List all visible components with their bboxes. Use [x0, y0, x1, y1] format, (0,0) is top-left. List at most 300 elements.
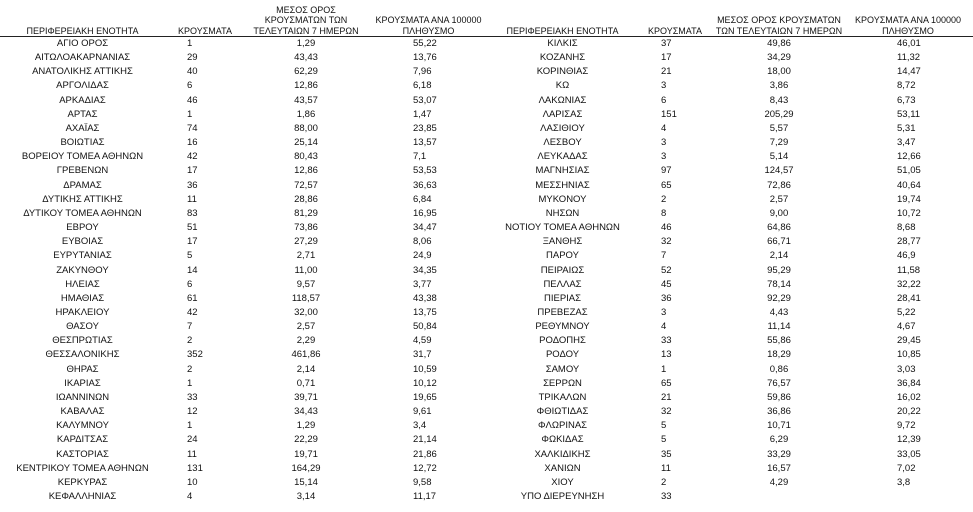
avg7-cell: 18,29	[767, 349, 791, 361]
table-row	[490, 122, 973, 136]
avg7-cell: 32,00	[294, 306, 318, 318]
avg7-cell: 10,71	[767, 420, 791, 432]
per100k-cell: 29,45	[897, 335, 921, 347]
avg7-cell: 78,14	[767, 278, 791, 290]
avg7-cell: 8,43	[769, 94, 789, 106]
avg7-cell: 19,71	[294, 448, 318, 460]
cases-cell: 1	[187, 38, 193, 49]
cases-cell: 3	[661, 80, 667, 92]
table-row	[0, 136, 490, 150]
cases-cell: 33	[187, 391, 198, 403]
table-row	[0, 306, 490, 320]
table-row	[0, 94, 490, 108]
region-cell: ΣΕΡΡΩΝ	[543, 377, 582, 389]
region-cell: ΜΑΓΝΗΣΙΑΣ	[535, 165, 590, 177]
per100k-cell: 33,05	[897, 448, 921, 460]
region-cell: ΔΡΑΜΑΣ	[63, 179, 102, 191]
region-cell: ΣΑΜΟΥ	[545, 363, 580, 375]
cases-cell: 2	[661, 193, 667, 205]
cases-cell: 2	[187, 335, 193, 347]
table-row	[490, 51, 973, 65]
cases-cell: 16	[187, 137, 198, 149]
cases-cell: 2	[187, 363, 193, 375]
avg7-cell: 1,29	[296, 38, 316, 49]
table-row	[0, 235, 490, 249]
table-row	[490, 94, 973, 108]
table-header-row	[0, 0, 490, 37]
per100k-header: ΚΡΟΥΣΜΑΤΑ ΑΝΑ 100000 ΠΛΗΘΥΣΜΟ	[367, 0, 490, 37]
cases-cell: 21	[661, 391, 672, 403]
avg7-cell: 5,57	[769, 122, 789, 134]
cases-cell: 40	[187, 66, 198, 78]
region-cell: ΑΙΤΩΛΟΑΚΑΡΝΑΝΙΑΣ	[34, 52, 131, 64]
table-row	[0, 490, 490, 504]
per100k-cell: 50,84	[413, 321, 437, 333]
per100k-cell: 3,77	[413, 278, 432, 290]
cases-cell: 46	[187, 94, 198, 106]
cases-header: ΚΡΟΥΣΜΑΤΑ	[635, 0, 715, 37]
avg7-cell: 9,00	[769, 207, 789, 219]
table-body-left	[0, 37, 490, 505]
per100k-cell: 8,06	[413, 236, 432, 248]
region-cell: ΚΩ	[555, 80, 570, 92]
per100k-cell: 24,9	[413, 250, 432, 262]
cases-cell: 1	[187, 108, 193, 120]
cases-cell: 46	[661, 222, 672, 234]
cases-cell: 151	[661, 108, 677, 120]
table-row	[490, 65, 973, 79]
avg7-header: ΜΕΣΟΣ ΟΡΟΣ ΚΡΟΥΣΜΑΤΩΝ ΤΩΝ ΤΕΛΕΥΤΑΙΩΝ 7 ΗΜΕΡΩΝ	[245, 0, 367, 37]
table-row	[490, 235, 973, 249]
region-cell: ΚΑΣΤΟΡΙΑΣ	[56, 448, 109, 460]
cases-cell: 42	[187, 306, 198, 318]
region-cell: ΠΡΕΒΕΖΑΣ	[537, 306, 588, 318]
avg7-cell: 12,86	[294, 80, 318, 92]
avg7-cell: 15,14	[294, 476, 318, 488]
avg7-cell: 2,29	[296, 335, 316, 347]
region-cell: ΠΙΕΡΙΑΣ	[543, 292, 582, 304]
per100k-cell: 51,05	[897, 165, 921, 177]
region-cell: ΝΗΣΩΝ	[545, 207, 580, 219]
table-row	[490, 37, 973, 52]
cases-cell: 3	[661, 306, 667, 318]
cases-cell: 5	[187, 250, 193, 262]
per100k-cell: 10,72	[897, 207, 921, 219]
region-cell: ΚΑΒΑΛΑΣ	[60, 406, 105, 418]
table-row	[490, 264, 973, 278]
avg7-cell: 59,86	[767, 391, 791, 403]
region-cell: ΒΟΡΕΙΟΥ ΤΟΜΕΑ ΑΘΗΝΩΝ	[21, 151, 144, 163]
per100k-cell: 3,4	[413, 420, 427, 432]
left-table-section	[0, 0, 490, 504]
table-row	[0, 419, 490, 433]
table-row	[490, 108, 973, 122]
per100k-cell: 28,41	[897, 292, 921, 304]
cases-cell: 2	[661, 476, 667, 488]
per100k-cell: 14,47	[897, 66, 921, 78]
per100k-cell: 10,59	[413, 363, 437, 375]
table-row	[490, 448, 973, 462]
per100k-cell: 12,72	[413, 462, 437, 474]
avg7-cell: 95,29	[767, 264, 791, 276]
table-row	[490, 334, 973, 348]
table-row	[0, 79, 490, 93]
cases-cell: 33	[661, 335, 672, 347]
per100k-cell: 16,95	[413, 207, 437, 219]
table-row	[490, 278, 973, 292]
per100k-cell: 40,64	[897, 179, 921, 191]
avg7-cell: 43,57	[294, 94, 318, 106]
region-cell: ΕΥΒΟΙΑΣ	[61, 236, 104, 248]
region-cell: ΚΕΡΚΥΡΑΣ	[57, 476, 108, 488]
table-row	[490, 79, 973, 93]
avg7-cell: 12,86	[294, 165, 318, 177]
region-cell: ΠΕΙΡΑΙΩΣ	[540, 264, 585, 276]
per100k-cell: 6,18	[413, 80, 432, 92]
table-row	[490, 193, 973, 207]
avg7-cell: 205,29	[764, 108, 794, 120]
table-row	[490, 476, 973, 490]
table-row	[0, 462, 490, 476]
per100k-cell: 32,22	[897, 278, 921, 290]
region-cell: ΑΡΓΟΛΙΔΑΣ	[56, 80, 109, 92]
per100k-cell: 9,61	[413, 406, 432, 418]
avg7-cell: 39,71	[294, 391, 318, 403]
per100k-cell: 55,22	[413, 38, 437, 49]
region-cell: ΗΜΑΘΙΑΣ	[60, 292, 105, 304]
cases-cell: 17	[661, 52, 672, 64]
avg7-cell: 18,00	[767, 66, 791, 78]
avg7-cell: 92,29	[767, 292, 791, 304]
cases-cell: 32	[661, 406, 672, 418]
avg7-cell: 27,29	[294, 236, 318, 248]
region-cell: ΞΑΝΘΗΣ	[542, 236, 583, 248]
region-cell: ΤΡΙΚΑΛΩΝ	[538, 391, 587, 403]
per100k-cell: 8,68	[897, 222, 916, 234]
table-row	[0, 320, 490, 334]
cases-cell: 29	[187, 52, 198, 64]
per100k-cell: 11,32	[897, 52, 921, 64]
avg7-cell: 0,86	[769, 363, 789, 375]
region-cell: ΚΟΡΙΝΘΙΑΣ	[536, 66, 589, 78]
region-cell: ΦΛΩΡΙΝΑΣ	[537, 420, 588, 432]
avg7-cell: 72,57	[294, 179, 318, 191]
region-cell: ΦΩΚΙΔΑΣ	[541, 434, 584, 446]
region-cell: ΗΛΕΙΑΣ	[65, 278, 100, 290]
cases-cell: 352	[187, 349, 203, 361]
region-header: ΠΕΡΙΦΕΡΕΙΑΚΗ ΕΝΟΤΗΤΑ	[0, 0, 165, 37]
region-cell: ΜΕΣΣΗΝΙΑΣ	[535, 179, 590, 191]
per100k-cell: 19,74	[897, 193, 921, 205]
region-cell: ΗΡΑΚΛΕΙΟΥ	[55, 306, 110, 318]
table-row	[490, 136, 973, 150]
cases-cell: 32	[661, 236, 672, 248]
per100k-cell: 1,47	[413, 108, 432, 120]
per100k-cell: 53,53	[413, 165, 437, 177]
region-cell: ΘΗΡΑΣ	[66, 363, 99, 375]
avg7-cell: 81,29	[294, 207, 318, 219]
per100k-cell: 12,66	[897, 151, 921, 163]
per100k-cell: 9,58	[413, 476, 432, 488]
cases-cell: 3	[661, 151, 667, 163]
avg7-cell: 2,57	[296, 321, 316, 333]
table-row	[0, 278, 490, 292]
table-row	[490, 490, 973, 504]
avg7-cell: 164,29	[291, 462, 321, 474]
per100k-cell: 34,35	[413, 264, 437, 276]
cases-cell: 4	[661, 321, 667, 333]
cases-cell: 8	[661, 207, 667, 219]
cases-cell: 11	[661, 462, 671, 474]
region-cell: ΚΕΦΑΛΛΗΝΙΑΣ	[48, 491, 117, 502]
avg7-cell: 55,86	[767, 335, 791, 347]
cases-cell: 4	[187, 491, 193, 502]
per100k-cell: 21,14	[413, 434, 437, 446]
avg7-cell: 4,43	[769, 306, 789, 318]
region-cell: ΕΥΡΥΤΑΝΙΑΣ	[53, 250, 112, 262]
region-cell: ΕΒΡΟΥ	[66, 222, 99, 234]
avg7-cell: 1,29	[296, 420, 316, 432]
per100k-cell: 46,01	[897, 38, 921, 49]
cases-cell: 36	[187, 179, 198, 191]
table-row	[490, 292, 973, 306]
table-row	[490, 391, 973, 405]
table-row	[0, 363, 490, 377]
avg7-cell: 6,29	[769, 434, 789, 446]
avg7-cell: 2,57	[769, 193, 789, 205]
table-row	[0, 179, 490, 193]
cases-cell: 61	[187, 292, 198, 304]
table-row	[490, 363, 973, 377]
region-cell: ΥΠΟ ΔΙΕΡΕΥΝΗΣΗ	[520, 491, 605, 502]
cases-cell: 131	[187, 462, 203, 474]
table-row	[490, 348, 973, 362]
table-row	[490, 150, 973, 164]
cases-cell: 13	[661, 349, 672, 361]
cases-cell: 36	[661, 292, 672, 304]
region-cell: ΛΑΣΙΘΙΟΥ	[540, 122, 585, 134]
avg7-cell: 64,86	[767, 222, 791, 234]
table-row	[0, 334, 490, 348]
cases-table-left	[0, 0, 490, 504]
per100k-cell: 43,38	[413, 292, 437, 304]
per100k-cell: 19,65	[413, 391, 437, 403]
per100k-cell: 53,11	[897, 108, 921, 120]
table-row	[0, 65, 490, 79]
per100k-cell: 6,73	[897, 94, 916, 106]
avg7-cell: 43,43	[294, 52, 318, 64]
region-cell: ΡΕΘΥΜΝΟΥ	[535, 321, 590, 333]
avg7-cell	[715, 490, 843, 504]
region-cell: ΙΩΑΝΝΙΝΩΝ	[55, 391, 110, 403]
avg7-cell: 36,86	[767, 406, 791, 418]
region-cell: ΛΑΚΩΝΙΑΣ	[538, 94, 587, 106]
cases-cell: 17	[187, 165, 198, 177]
avg7-cell: 66,71	[767, 236, 791, 248]
per100k-cell: 7,02	[897, 462, 916, 474]
region-cell: ΖΑΚΥΝΘΟΥ	[56, 264, 109, 276]
per100k-cell: 5,22	[897, 306, 916, 318]
region-cell: ΔΥΤΙΚΟΥ ΤΟΜΕΑ ΑΘΗΝΩΝ	[23, 207, 142, 219]
cases-cell: 42	[187, 151, 198, 163]
cases-table-right	[490, 0, 973, 504]
avg7-cell: 0,71	[296, 377, 316, 389]
table-row	[0, 433, 490, 447]
table-row	[490, 306, 973, 320]
avg7-cell: 16,57	[767, 462, 791, 474]
table-row	[0, 292, 490, 306]
cases-cell: 51	[187, 222, 198, 234]
cases-cell: 37	[661, 38, 672, 49]
avg7-cell: 28,86	[294, 193, 318, 205]
per100k-cell: 13,75	[413, 306, 437, 318]
region-cell: ΑΡΤΑΣ	[67, 108, 98, 120]
region-cell: ΚΕΝΤΡΙΚΟΥ ΤΟΜΕΑ ΑΘΗΝΩΝ	[16, 462, 149, 474]
per100k-cell: 7,1	[413, 151, 427, 163]
avg7-cell: 1,86	[296, 108, 316, 120]
table-row	[0, 207, 490, 221]
avg7-cell: 76,57	[767, 377, 791, 389]
table-row	[0, 405, 490, 419]
avg7-cell: 72,86	[767, 179, 791, 191]
table-row	[0, 108, 490, 122]
avg7-cell: 3,86	[769, 80, 789, 92]
avg7-cell: 3,14	[296, 491, 316, 502]
region-cell: ΜΥΚΟΝΟΥ	[538, 193, 587, 205]
region-cell: ΘΕΣΠΡΩΤΙΑΣ	[52, 335, 113, 347]
per100k-cell: 21,86	[413, 448, 437, 460]
avg7-cell: 88,00	[294, 122, 318, 134]
region-cell: ΛΕΣΒΟΥ	[543, 137, 582, 149]
table-row	[0, 264, 490, 278]
region-cell: ΧΑΛΚΙΔΙΚΗΣ	[534, 448, 591, 460]
per100k-cell: 11,17	[413, 491, 437, 502]
region-cell: ΚΟΖΑΝΗΣ	[539, 52, 586, 64]
table-row	[0, 249, 490, 263]
region-cell: ΙΚΑΡΙΑΣ	[64, 377, 101, 389]
region-cell: ΧΙΟΥ	[551, 476, 574, 488]
avg7-cell: 11,00	[294, 264, 318, 276]
table-row	[490, 462, 973, 476]
cases-cell: 35	[661, 448, 672, 460]
per100k-cell: 11,58	[897, 264, 921, 276]
cases-cell: 21	[661, 66, 672, 78]
per100k-cell: 8,72	[897, 80, 916, 92]
region-cell: ΚΙΛΚΙΣ	[547, 38, 578, 49]
avg7-cell: 461,86	[291, 349, 321, 361]
cases-cell: 24	[187, 434, 198, 446]
per100k-cell: 3,47	[897, 137, 916, 149]
per100k-cell: 7,96	[413, 66, 432, 78]
cases-cell: 11	[187, 448, 197, 460]
avg7-cell: 7,29	[769, 137, 789, 149]
avg7-cell: 2,14	[769, 250, 789, 262]
table-row	[0, 377, 490, 391]
region-cell: ΛΕΥΚΑΔΑΣ	[537, 151, 588, 163]
table-row	[490, 249, 973, 263]
cases-cell: 11	[187, 193, 197, 205]
avg7-cell: 34,29	[767, 52, 791, 64]
table-row	[0, 37, 490, 52]
per100k-cell: 10,12	[413, 377, 437, 389]
table-row	[490, 179, 973, 193]
cases-header: ΚΡΟΥΣΜΑΤΑ	[165, 0, 245, 37]
cases-cell: 14	[187, 264, 198, 276]
table-row	[0, 150, 490, 164]
table-row	[0, 122, 490, 136]
region-cell: ΦΘΙΩΤΙΔΑΣ	[536, 406, 589, 418]
table-row	[0, 193, 490, 207]
region-cell: ΧΑΝΙΩΝ	[544, 462, 581, 474]
region-cell: ΡΟΔΟΠΗΣ	[539, 335, 586, 347]
avg7-cell: 33,29	[767, 448, 791, 460]
avg7-cell: 49,86	[767, 38, 791, 49]
cases-cell: 65	[661, 179, 672, 191]
region-cell: ΡΟΔΟΥ	[545, 349, 580, 361]
table-row	[0, 448, 490, 462]
per100k-cell: 10,85	[897, 349, 921, 361]
per100k-cell: 13,57	[413, 137, 437, 149]
per100k-cell: 13,76	[413, 52, 437, 64]
table-row	[0, 51, 490, 65]
avg7-cell: 34,43	[294, 406, 318, 418]
cases-cell: 1	[187, 420, 193, 432]
table-row	[490, 320, 973, 334]
table-row	[0, 164, 490, 178]
region-header: ΠΕΡΙΦΕΡΕΙΑΚΗ ΕΝΟΤΗΤΑ	[490, 0, 635, 37]
cases-cell: 65	[661, 377, 672, 389]
avg7-cell: 73,86	[294, 222, 318, 234]
table-row	[490, 164, 973, 178]
table-row	[0, 221, 490, 235]
avg7-cell: 2,14	[296, 363, 316, 375]
avg7-cell: 118,57	[291, 292, 321, 304]
per100k-cell: 20,22	[897, 406, 921, 418]
per100k-cell: 28,77	[897, 236, 921, 248]
avg7-cell: 2,71	[296, 250, 316, 262]
per100k-cell: 46,9	[897, 250, 916, 262]
cases-cell: 7	[187, 321, 193, 333]
table-row	[490, 207, 973, 221]
table-row	[490, 419, 973, 433]
per100k-cell: 12,39	[897, 434, 921, 446]
region-cell: ΑΧΑΪΑΣ	[65, 122, 100, 134]
region-cell: ΒΟΙΩΤΙΑΣ	[60, 137, 105, 149]
avg7-cell: 80,43	[294, 151, 318, 163]
table-row	[490, 405, 973, 419]
avg7-cell: 9,57	[296, 278, 316, 290]
avg7-cell: 25,14	[294, 137, 318, 149]
cases-cell: 1	[187, 377, 193, 389]
per100k-header: ΚΡΟΥΣΜΑΤΑ ΑΝΑ 100000 ΠΛΗΘΥΣΜΟ	[843, 0, 973, 37]
per100k-cell: 31,7	[413, 349, 432, 361]
table-row	[0, 391, 490, 405]
cases-cell: 52	[661, 264, 672, 276]
region-cell: ΚΑΛΥΜΝΟΥ	[56, 420, 109, 432]
cases-cell: 83	[187, 207, 198, 219]
cases-cell: 3	[661, 137, 667, 149]
per100k-cell: 3,03	[897, 363, 916, 375]
region-cell: ΑΝΑΤΟΛΙΚΗΣ ΑΤΤΙΚΗΣ	[32, 66, 133, 78]
cases-cell: 6	[187, 80, 193, 92]
region-cell: ΘΕΣΣΑΛΟΝΙΚΗΣ	[45, 349, 120, 361]
table-row	[490, 221, 973, 235]
avg7-cell: 11,14	[767, 321, 791, 333]
per100k-cell: 36,63	[413, 179, 437, 191]
per100k-cell: 4,67	[897, 321, 916, 333]
cases-cell: 7	[661, 250, 667, 262]
table-header-row	[490, 0, 973, 37]
